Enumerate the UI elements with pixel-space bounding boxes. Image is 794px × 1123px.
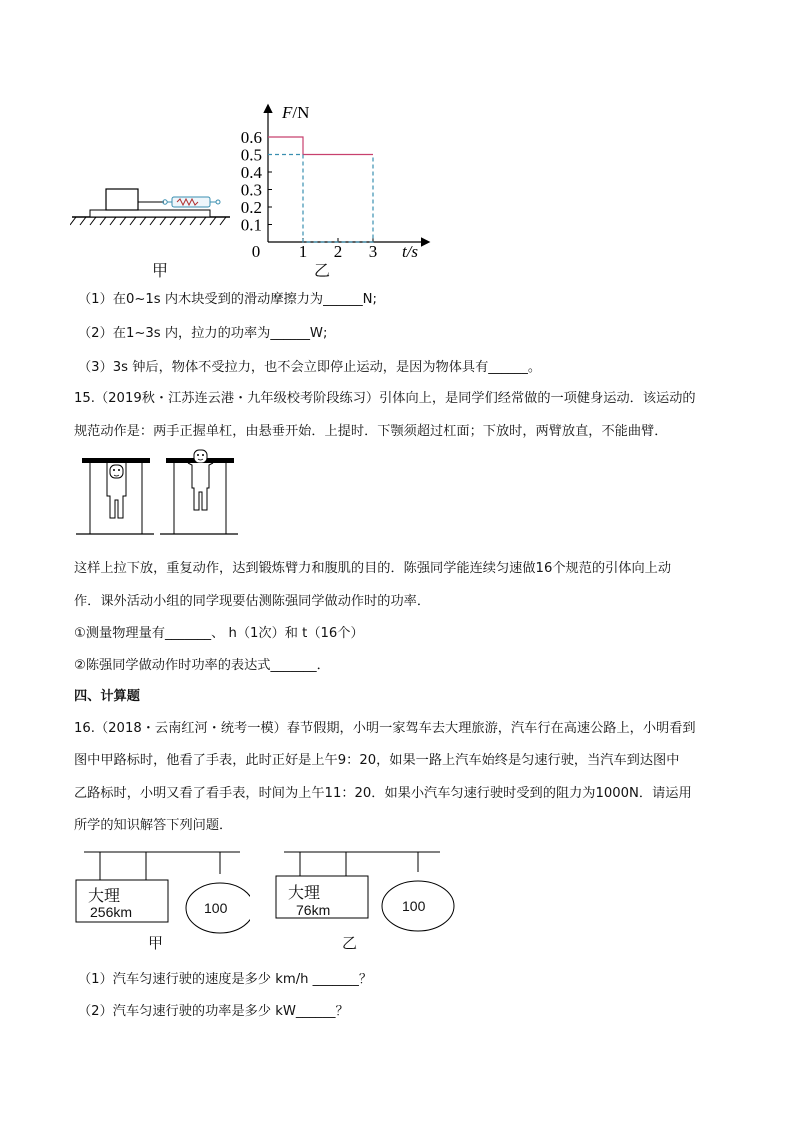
ground-hatching <box>70 217 226 225</box>
q14-part1: （1）在0~1s 内木块受到的滑动摩擦力为______N; <box>78 292 377 307</box>
x-axis-label: t/s <box>401 242 419 260</box>
q14-part2: （2）在1~3s 内，拉力的功率为______W; <box>78 326 328 341</box>
q15-sub1: ①测量物理量有_______、 h（1次）和 t（16个） <box>74 626 364 641</box>
x-tick-label: 2 <box>333 242 343 260</box>
spring-scale <box>163 197 220 207</box>
y-tick-label: 0.6 <box>240 128 262 147</box>
y-tick-label: 0.4 <box>240 163 262 182</box>
q14-part3: （3）3s 钟后，物体不受拉力，也不会立即停止运动，是因为物体具有______。 <box>78 360 542 375</box>
q16-sub1: （1）汽车匀速行驶的速度是多少 km/h _______？ <box>78 972 373 987</box>
sign-b-label: 乙 <box>342 934 358 952</box>
pull-up-figure <box>74 448 244 540</box>
sign-a-distance: 256km <box>90 904 133 920</box>
y-tick-label: 0.1 <box>240 215 262 235</box>
x-tick-label: 0 <box>251 242 261 260</box>
figure-label-jia: 甲 <box>152 261 169 280</box>
board <box>90 210 210 217</box>
q15-line1: 15.（2019秋・江苏连云港・九年级校考阶段练习）引体向上，是同学们经常做的一项健身运动．该运动的 <box>74 391 696 406</box>
section-title-calculation: 四、计算题 <box>74 689 140 704</box>
q16-line2: 图中甲路标时，他看了手表，此时正好是上午9：20，如果一路上汽车始终是匀速行驶，当汽车到达图中 <box>74 753 680 768</box>
x-tick-label: 3 <box>368 242 378 260</box>
sign-b-distance: 76km <box>296 902 331 918</box>
y-tick-label: 0.2 <box>240 198 262 217</box>
pull-up-raised <box>160 450 238 534</box>
pull-up-hanging <box>76 458 154 534</box>
q15-line4: 作．课外活动小组的同学现要估测陈强同学做动作时的功率． <box>74 594 431 609</box>
series-dashed-line <box>268 155 373 243</box>
wooden-block <box>106 189 138 210</box>
sign-b-place: 大理 <box>288 883 321 902</box>
sign-a-speed-limit: 100 <box>204 900 228 916</box>
q15-line2: 规范动作是：两手正握单杠，由悬垂开始．上提时．下颚须超过杠面；下放时，两臂放直，不能曲臂． <box>74 424 668 439</box>
force-time-chart <box>228 100 438 260</box>
series-solid-line <box>268 137 373 155</box>
x-tick-label: 1 <box>298 242 308 260</box>
y-tick-label: 0.5 <box>240 145 262 165</box>
y-axis-label: F/N <box>282 103 310 122</box>
q16-line3: 乙路标时，小明又看了看手表，时间为上午11：20．如果小汽车匀速行驶时受到的阻力为1000N．请运用 <box>74 786 692 801</box>
q15-line3: 这样上拉下放，重复动作，达到锻炼臂力和腹肌的目的．陈强同学能连续匀速做16个规范的引体向上动 <box>74 561 672 576</box>
sign-b-speed-limit: 100 <box>402 898 426 914</box>
q16-line4: 所学的知识解答下列问题． <box>74 818 233 833</box>
apparatus-figure <box>70 180 240 240</box>
q16-sub2: （2）汽车匀速行驶的功率是多少 kW______？ <box>78 1004 349 1019</box>
sign-a-label: 甲 <box>148 934 164 952</box>
q15-sub2: ②陈强同学做动作时功率的表达式_______． <box>74 658 330 673</box>
figure-label-yi: 乙 <box>314 261 331 280</box>
sign-a-place: 大理 <box>88 886 121 905</box>
y-tick-label: 0.3 <box>240 180 262 200</box>
q16-line1: 16.（2018・云南红河・统考一模）春节假期，小明一家驾车去大理旅游，汽车行在高速公路上，小明看到 <box>74 721 696 736</box>
